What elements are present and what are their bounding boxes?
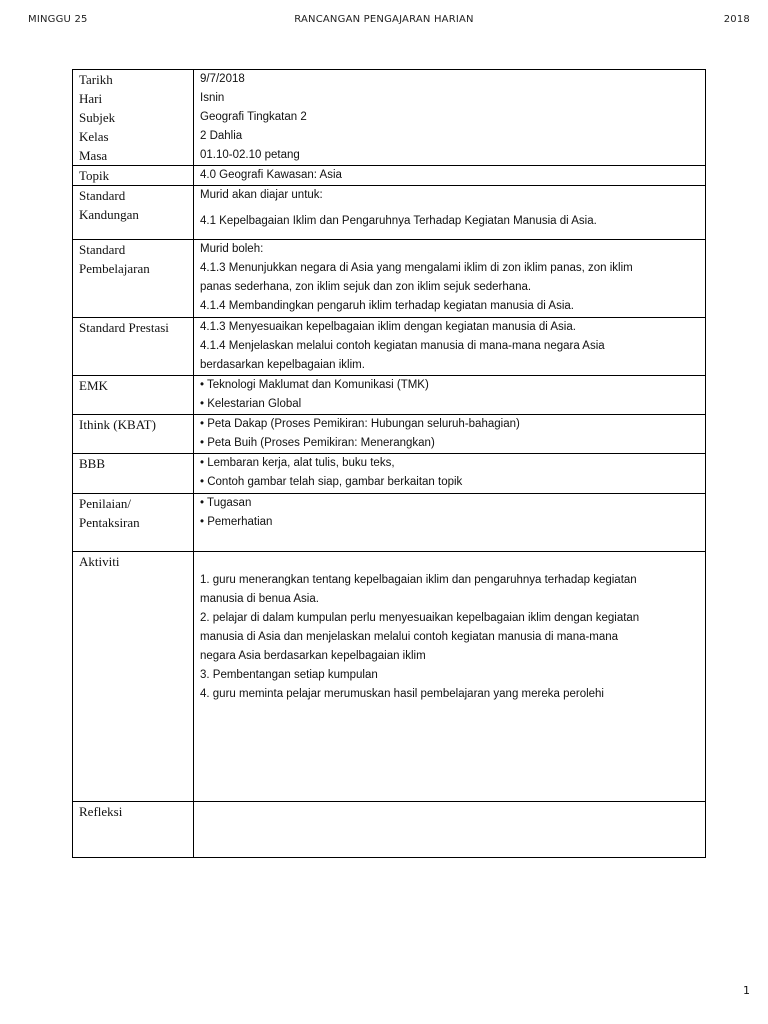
standard-kandungan-row <box>73 186 706 240</box>
aktiviti-line-4: manusia di Asia dan menjelaskan melalui contoh kegiatan manusia di mana-mana <box>200 631 619 643</box>
aktiviti-row <box>73 552 706 802</box>
page-number: 1 <box>743 984 750 997</box>
value-penilaian <box>194 494 706 552</box>
label-topik: Topik <box>73 166 194 186</box>
value-hari: Isnin <box>200 92 225 104</box>
label-kelas: Kelas <box>79 129 109 144</box>
value-standard-pembelajaran <box>194 240 706 318</box>
ithink-line-1: • Peta Dakap (Proses Pemikiran: Hubungan seluruh-bahagian) <box>200 418 520 430</box>
value-aktiviti <box>194 552 706 802</box>
header-week: MINGGU 25 <box>28 14 88 25</box>
topik-row <box>73 166 706 186</box>
emk-row <box>73 376 706 415</box>
bbb-line-2: • Contoh gambar telah siap, gambar berkaitan topik <box>200 476 463 488</box>
label-tarikh: Tarikh <box>79 72 113 87</box>
spr-line-2: 4.1.4 Menjelaskan melalui contoh kegiatan manusia di mana-mana negara Asia <box>200 340 605 352</box>
aktiviti-line-6: 3. Pembentangan setiap kumpulan <box>200 669 378 681</box>
value-topik: 4.0 Geografi Kawasan: Asia <box>194 166 706 186</box>
standard-kandungan-item: 4.1 Kepelbagaian Iklim dan Pengaruhnya Terhadap Kegiatan Manusia di Asia. <box>200 215 597 227</box>
sp-line-2: 4.1.3 Menunjukkan negara di Asia yang mengalami iklim di zon iklim panas, zon iklim <box>200 262 633 274</box>
value-ithink <box>194 415 706 454</box>
label-masa: Masa <box>79 148 108 163</box>
aktiviti-line-1: 1. guru menerangkan tentang kepelbagaian iklim dan pengaruhnya terhadap kegiatan <box>200 574 637 586</box>
label-standard-pembelajaran-2: Pembelajaran <box>79 261 150 276</box>
emk-line-1: • Teknologi Maklumat dan Komunikasi (TMK) <box>200 379 429 391</box>
label-hari: Hari <box>79 91 103 106</box>
header-year: 2018 <box>723 14 750 25</box>
value-standard-kandungan <box>194 186 706 240</box>
value-subjek: Geografi Tingkatan 2 <box>200 111 307 123</box>
emk-line-2: • Kelestarian Global <box>200 398 302 410</box>
standard-prestasi-row <box>73 318 706 376</box>
lesson-plan-table <box>72 69 706 858</box>
label-refleksi: Refleksi <box>73 802 194 858</box>
label-ithink: Ithink (KBAT) <box>73 415 194 454</box>
aktiviti-line-2: manusia di benua Asia. <box>200 593 319 605</box>
label-emk: EMK <box>73 376 194 415</box>
value-kelas: 2 Dahlia <box>200 130 243 142</box>
info-row <box>73 70 706 166</box>
standard-pembelajaran-row <box>73 240 706 318</box>
value-refleksi <box>194 802 706 858</box>
label-standard-kandungan <box>73 186 194 240</box>
aktiviti-spacer <box>200 552 699 571</box>
info-values <box>194 70 706 166</box>
label-standard-pembelajaran <box>73 240 194 318</box>
label-standard-kandungan-2: Kandungan <box>79 207 139 222</box>
sp-line-4: 4.1.4 Membandingkan pengaruh iklim terhadap kegiatan manusia di Asia. <box>200 300 574 312</box>
spr-line-3: berdasarkan kepelbagaian iklim. <box>200 359 365 371</box>
label-penilaian <box>73 494 194 552</box>
sp-line-1: Murid boleh: <box>200 243 264 255</box>
label-aktiviti: Aktiviti <box>73 552 194 802</box>
label-penilaian-2: Pentaksiran <box>79 515 140 530</box>
label-standard-kandungan-1: Standard <box>79 188 126 203</box>
refleksi-row <box>73 802 706 858</box>
ithink-line-2: • Peta Buih (Proses Pemikiran: Menerangkan) <box>200 437 435 449</box>
penilaian-line-2: • Pemerhatian <box>200 516 273 528</box>
value-bbb <box>194 454 706 494</box>
label-bbb: BBB <box>73 454 194 494</box>
aktiviti-line-3: 2. pelajar di dalam kumpulan perlu menyesuaikan kepelbagaian iklim dengan kegiatan <box>200 612 640 624</box>
value-standard-prestasi <box>194 318 706 376</box>
aktiviti-line-7: 4. guru meminta pelajar merumuskan hasil pembelajaran yang mereka perolehi <box>200 688 604 700</box>
bbb-row <box>73 454 706 494</box>
bbb-line-1: • Lembaran kerja, alat tulis, buku teks, <box>200 457 395 469</box>
label-subjek: Subjek <box>79 110 116 125</box>
info-labels <box>73 70 194 166</box>
penilaian-line-1: • Tugasan <box>200 497 252 509</box>
aktiviti-line-5: negara Asia berdasarkan kepelbagaian iklim <box>200 650 426 662</box>
standard-kandungan-intro: Murid akan diajar untuk: <box>200 189 323 201</box>
label-penilaian-1: Penilaian/ <box>79 496 131 511</box>
value-tarikh: 9/7/2018 <box>200 73 245 85</box>
penilaian-row <box>73 494 706 552</box>
label-standard-prestasi: Standard Prestasi <box>73 318 194 376</box>
label-standard-pembelajaran-1: Standard <box>79 242 126 257</box>
value-masa: 01.10-02.10 petang <box>200 149 300 161</box>
ithink-row <box>73 415 706 454</box>
sp-line-3: panas sederhana, zon iklim sejuk dan zon iklim sejuk sederhana. <box>200 281 532 293</box>
value-emk <box>194 376 706 415</box>
header-title: RANCANGAN PENGAJARAN HARIAN <box>294 14 474 25</box>
spr-line-1: 4.1.3 Menyesuaikan kepelbagaian iklim dengan kegiatan manusia di Asia. <box>200 321 576 333</box>
